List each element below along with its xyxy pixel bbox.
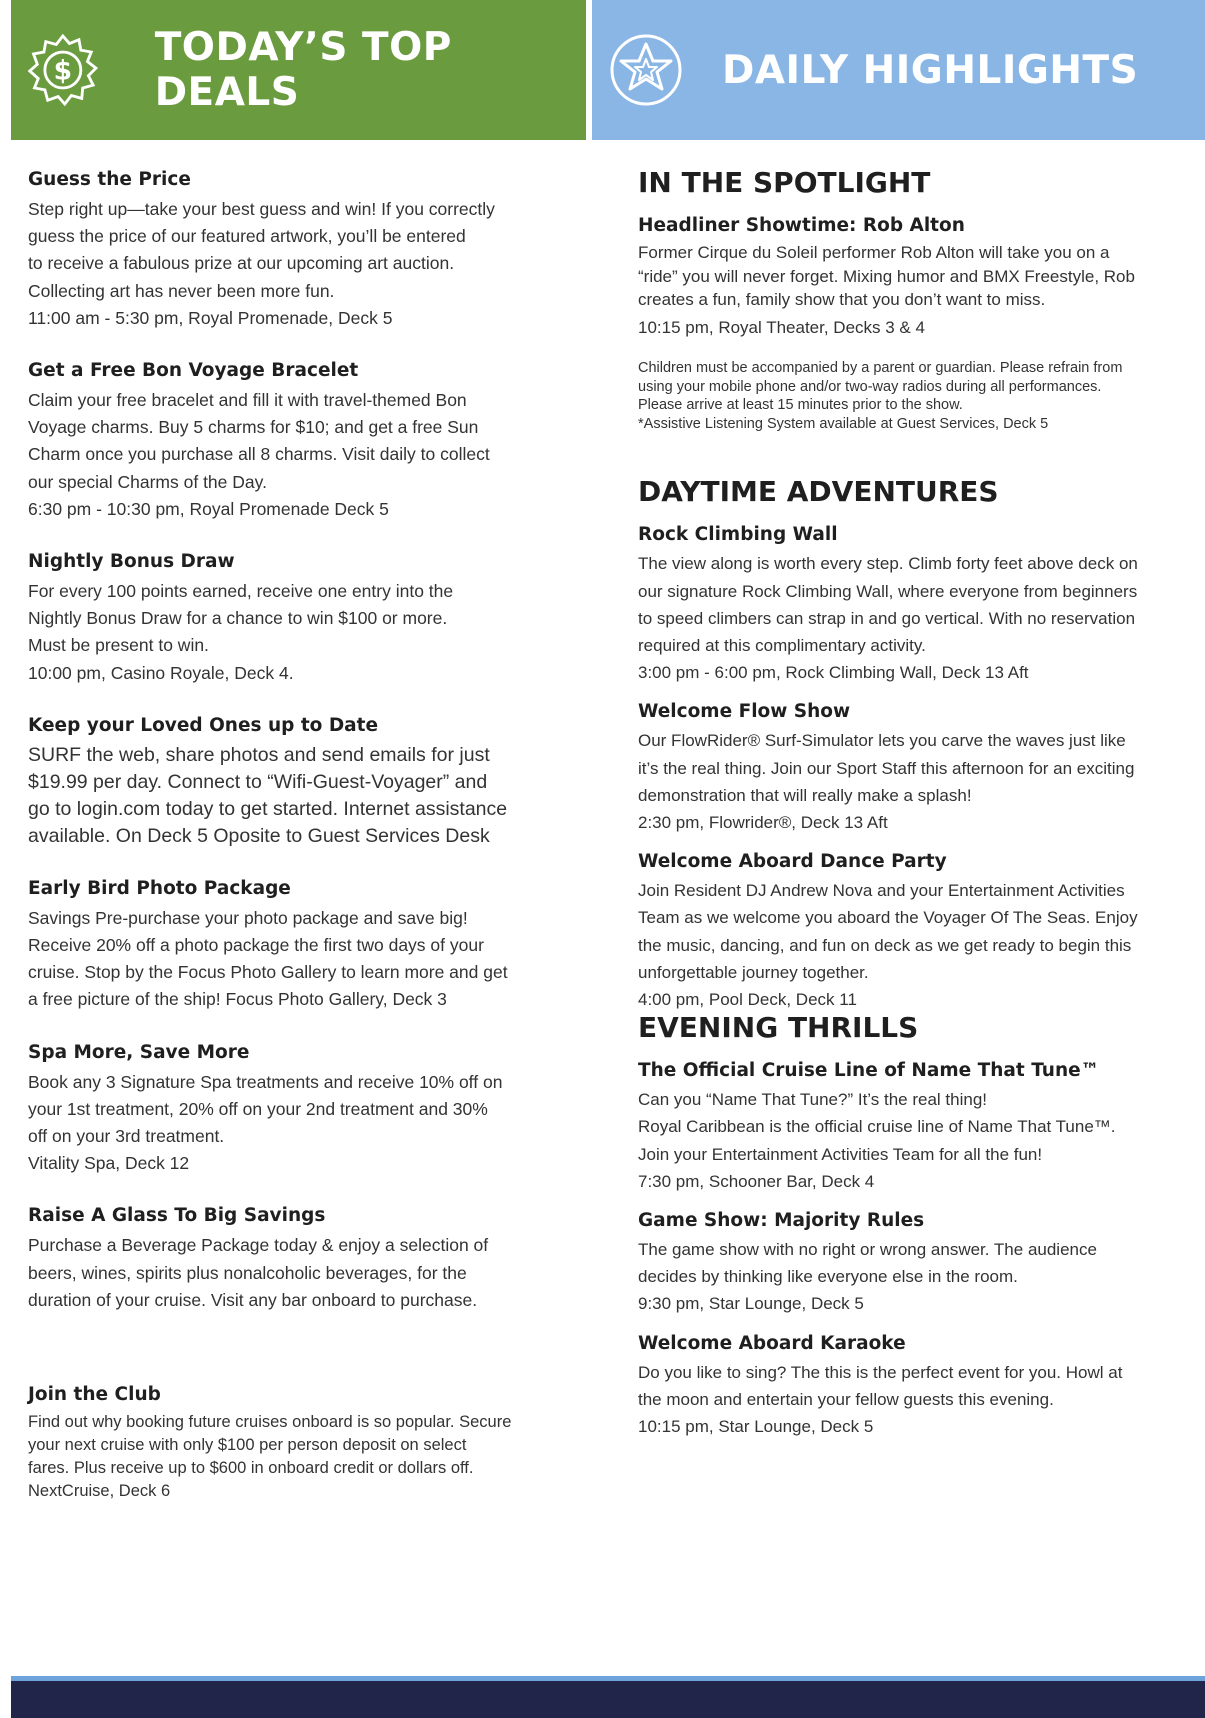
body-line: our signature Rock Climbing Wall, where everyone from beginners bbox=[638, 581, 1138, 601]
item-title: Headliner Showtime: Rob Alton bbox=[638, 215, 965, 236]
body-line: the moon and entertain your fellow guests this evening. bbox=[638, 1389, 1054, 1409]
daytime-heading: DAYTIME ADVENTURES bbox=[638, 475, 999, 509]
daily-highlights-banner bbox=[592, 0, 1205, 140]
evening-item bbox=[638, 1209, 1186, 1318]
body-line: Join Resident DJ Andrew Nova and your Entertainment Activities bbox=[638, 881, 1125, 901]
fineprint-line: Please arrive at least 15 minutes prior to the show. bbox=[638, 397, 963, 414]
body-line: a free picture of the ship! Focus Photo Gallery, Deck 3 bbox=[28, 989, 447, 1010]
deal-item bbox=[28, 359, 568, 523]
svg-text:$: $ bbox=[53, 55, 73, 87]
body-line: demonstration that will really make a splash! bbox=[638, 785, 972, 805]
body-line: fares. Plus receive up to $600 in onboard credit or dollars off. bbox=[28, 1459, 474, 1477]
body-line: Charm once you purchase all 8 charms. Visit daily to collect bbox=[28, 444, 490, 465]
body-line: SURF the web, share photos and send emails for just bbox=[28, 743, 490, 766]
body-line: The view along is worth every step. Climb forty feet above deck on bbox=[638, 554, 1138, 574]
item-title: Welcome Aboard Karaoke bbox=[638, 1332, 906, 1354]
deal-item bbox=[28, 714, 568, 850]
deal-item bbox=[28, 877, 568, 1014]
item-body bbox=[28, 742, 568, 850]
fineprint-line: *Assistive Listening System available at Guest Services, Deck 5 bbox=[638, 415, 1049, 432]
body-line: 10:15 pm, Royal Theater, Decks 3 & 4 bbox=[638, 317, 925, 337]
body-line: Must be present to win. bbox=[28, 635, 209, 656]
deal-item bbox=[28, 550, 568, 687]
body-line: the music, dancing, and fun on deck as we get ready to begin this bbox=[638, 935, 1132, 955]
dollar-badge-icon bbox=[25, 30, 101, 110]
item-title: Join the Club bbox=[28, 1384, 161, 1405]
footer-bar bbox=[11, 1676, 1205, 1718]
item-body bbox=[638, 241, 1186, 339]
body-line: required at this complimentary activity. bbox=[638, 635, 926, 655]
item-body bbox=[28, 578, 568, 687]
item-body bbox=[28, 905, 568, 1014]
body-line: Do you like to sing? The this is the perfect event for you. Howl at bbox=[638, 1362, 1123, 1382]
daytime-list bbox=[638, 523, 1186, 1013]
body-line: The game show with no right or wrong answer. The audience bbox=[638, 1240, 1097, 1260]
deal-item bbox=[28, 168, 568, 332]
evening-item bbox=[638, 1059, 1186, 1195]
fineprint-line: Children must be accompanied by a parent or guardian. Please refrain from bbox=[638, 360, 1123, 376]
body-line: Nightly Bonus Draw for a chance to win $100 or more. bbox=[28, 608, 448, 629]
star-badge-icon bbox=[606, 30, 686, 110]
item-body bbox=[638, 1236, 1186, 1318]
body-line: Team as we welcome you aboard the Voyager Of The Seas. Enjoy bbox=[638, 908, 1138, 928]
body-line: 9:30 pm, Star Lounge, Deck 5 bbox=[638, 1294, 864, 1314]
item-body bbox=[638, 550, 1186, 686]
item-title: The Official Cruise Line of Name That Tune™ bbox=[638, 1060, 1100, 1082]
daily-highlights-title: DAILY HIGHLIGHTS bbox=[722, 47, 1139, 93]
body-line: For every 100 points earned, receive one entry into the bbox=[28, 581, 454, 602]
body-line: Voyage charms. Buy 5 charms for $10; and get a free Sun bbox=[28, 417, 479, 438]
body-line: 10:15 pm, Star Lounge, Deck 5 bbox=[638, 1417, 874, 1437]
body-line: $19.99 per day. Connect to “Wifi-Guest-Voyager” and bbox=[28, 770, 488, 793]
body-line: NextCruise, Deck 6 bbox=[28, 1482, 171, 1500]
body-line: 6:30 pm - 10:30 pm, Royal Promenade Deck 5 bbox=[28, 498, 389, 519]
body-line: off on your 3rd treatment. bbox=[28, 1126, 225, 1147]
deal-item bbox=[28, 1041, 568, 1178]
item-title: Nightly Bonus Draw bbox=[28, 551, 235, 573]
body-line: Step right up—take your best guess and win! If you correctly bbox=[28, 199, 495, 219]
item-body bbox=[638, 1086, 1186, 1195]
daytime-item bbox=[638, 523, 1186, 686]
spotlight-fineprint bbox=[638, 359, 1186, 433]
item-title: Spa More, Save More bbox=[28, 1041, 250, 1063]
body-line: Collecting art has never been more fun. bbox=[28, 280, 335, 301]
deal-item bbox=[28, 1204, 568, 1314]
deals-column bbox=[28, 168, 568, 1500]
body-line: “ride” you will never forget. Mixing humor and BMX Freestyle, Rob bbox=[638, 266, 1135, 286]
item-title: Get a Free Bon Voyage Bracelet bbox=[28, 360, 359, 382]
top-deals-banner bbox=[11, 0, 586, 140]
item-body bbox=[28, 196, 568, 332]
body-line: 10:00 pm, Casino Royale, Deck 4. bbox=[28, 662, 294, 683]
item-title: Raise A Glass To Big Savings bbox=[28, 1205, 326, 1227]
item-title: Guess the Price bbox=[28, 169, 191, 190]
item-title: Welcome Flow Show bbox=[638, 701, 851, 723]
evening-list bbox=[638, 1059, 1186, 1440]
fineprint-line: using your mobile phone and/or two-way radios during all performances. bbox=[638, 378, 1102, 395]
body-line: Claim your free bracelet and fill it with travel-themed Bon bbox=[28, 390, 467, 411]
body-line: Purchase a Beverage Package today & enjoy a selection of bbox=[28, 1235, 489, 1256]
body-line: to receive a fabulous prize at our upcoming art auction. bbox=[28, 253, 455, 274]
body-line: Receive 20% off a photo package the first two days of your bbox=[28, 935, 484, 956]
body-line: Book any 3 Signature Spa treatments and receive 10% off on bbox=[28, 1071, 503, 1092]
item-body bbox=[28, 1232, 568, 1314]
item-body bbox=[28, 1411, 568, 1503]
item-body bbox=[28, 1069, 568, 1178]
body-line: 2:30 pm, Flowrider®, Deck 13 Aft bbox=[638, 813, 888, 832]
body-line: Royal Caribbean is the official cruise line of Name That Tune™. bbox=[638, 1117, 1116, 1137]
join-club-item bbox=[28, 1383, 568, 1503]
body-line: decides by thinking like everyone else in the room. bbox=[638, 1267, 1018, 1287]
body-line: Find out why booking future cruises onboard is so popular. Secure bbox=[28, 1413, 512, 1431]
item-title: Welcome Aboard Dance Party bbox=[638, 851, 947, 873]
evening-heading: EVENING THRILLS bbox=[638, 1011, 919, 1045]
item-body bbox=[28, 387, 568, 523]
body-line: Vitality Spa, Deck 12 bbox=[28, 1153, 190, 1174]
body-line: your 1st treatment, 20% off on your 2nd treatment and 30% bbox=[28, 1098, 488, 1119]
body-line: go to login.com today to get started. Internet assistance bbox=[28, 797, 508, 820]
item-body bbox=[638, 1359, 1186, 1441]
deals-list bbox=[28, 168, 568, 1314]
body-line: Join your Entertainment Activities Team for all the fun! bbox=[638, 1144, 1043, 1164]
highlights-column bbox=[638, 168, 1186, 1454]
body-line: Can you “Name That Tune?” It’s the real thing! bbox=[638, 1090, 988, 1110]
spotlight-heading: IN THE SPOTLIGHT bbox=[638, 166, 931, 199]
body-line: 7:30 pm, Schooner Bar, Deck 4 bbox=[638, 1171, 875, 1191]
item-title: Game Show: Majority Rules bbox=[638, 1210, 925, 1232]
body-line: it’s the real thing. Join our Sport Staff this afternoon for an exciting bbox=[638, 758, 1135, 778]
body-line: guess the price of our featured artwork, you’ll be entered bbox=[28, 226, 466, 247]
daytime-item bbox=[638, 700, 1186, 836]
body-line: unforgettable journey together. bbox=[638, 962, 869, 982]
body-line: beers, wines, spirits plus nonalcoholic beverages, for the bbox=[28, 1262, 467, 1283]
body-line: creates a fun, family show that you don’t want to miss. bbox=[638, 290, 1046, 309]
item-title: Keep your Loved Ones up to Date bbox=[28, 714, 379, 736]
body-line: available. On Deck 5 Oposite to Guest Services Desk bbox=[28, 824, 490, 847]
body-line: Savings Pre-purchase your photo package and save big! bbox=[28, 907, 468, 928]
body-line: to speed climbers can strap in and go vertical. With no reservation bbox=[638, 608, 1136, 628]
item-title: Rock Climbing Wall bbox=[638, 524, 838, 546]
body-line: your next cruise with only $100 per person deposit on select bbox=[28, 1436, 467, 1454]
body-line: Our FlowRider® Surf-Simulator lets you carve the waves just like bbox=[638, 731, 1126, 751]
body-line: 3:00 pm - 6:00 pm, Rock Climbing Wall, Deck 13 Aft bbox=[638, 663, 1029, 683]
body-line: cruise. Stop by the Focus Photo Gallery to learn more and get bbox=[28, 962, 508, 983]
body-line: our special Charms of the Day. bbox=[28, 471, 267, 492]
body-line: 4:00 pm, Pool Deck, Deck 11 bbox=[638, 990, 857, 1010]
body-line: Former Cirque du Soleil performer Rob Alton will take you on a bbox=[638, 243, 1110, 262]
body-line: 11:00 am - 5:30 pm, Royal Promenade, Deck 5 bbox=[28, 307, 393, 328]
item-body bbox=[638, 727, 1186, 836]
daytime-item bbox=[638, 850, 1186, 1013]
spotlight-item bbox=[638, 214, 1186, 339]
item-body bbox=[638, 877, 1186, 1013]
item-title: Early Bird Photo Package bbox=[28, 877, 291, 899]
evening-item bbox=[638, 1332, 1186, 1441]
top-deals-title: TODAY’S TOP DEALS bbox=[154, 25, 452, 115]
body-line: duration of your cruise. Visit any bar onboard to purchase. bbox=[28, 1289, 478, 1310]
